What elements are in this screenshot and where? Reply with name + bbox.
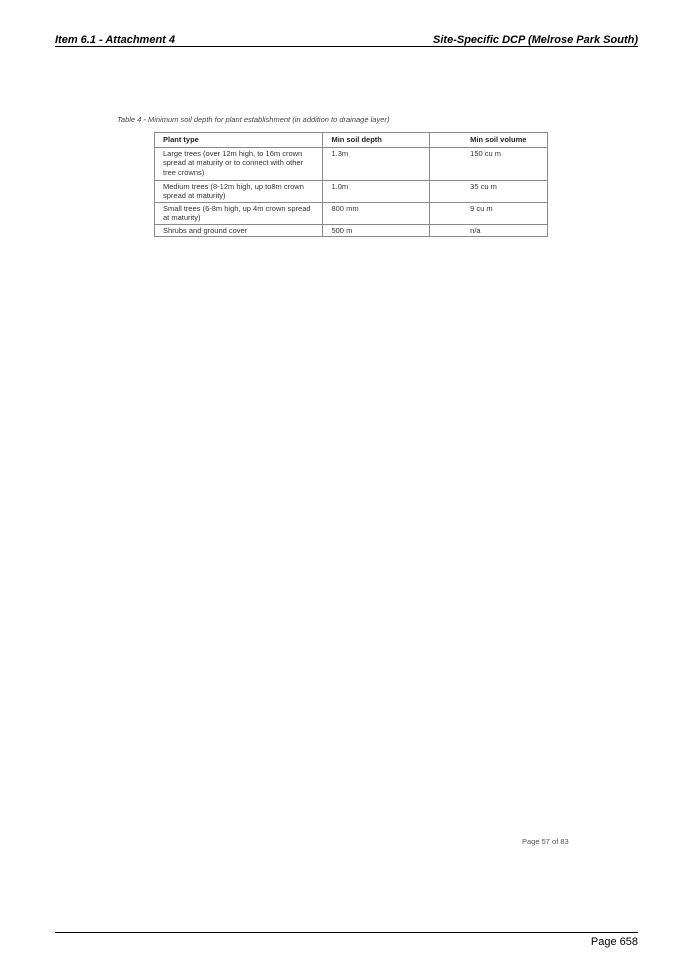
cell-min-soil-volume: 150 cu m bbox=[430, 147, 548, 180]
column-header-min-soil-depth: Min soil depth bbox=[323, 133, 430, 148]
footer-divider bbox=[55, 932, 638, 933]
table-row bbox=[155, 180, 548, 202]
cell-min-soil-depth: 1.0m bbox=[323, 180, 430, 202]
cell-plant-type: Medium trees (8-12m high, up to8m crown spread at maturity) bbox=[155, 180, 323, 202]
table-row bbox=[155, 147, 548, 180]
cell-min-soil-volume: 35 cu m bbox=[430, 180, 548, 202]
cell-min-soil-volume: 9 cu m bbox=[430, 202, 548, 224]
soil-depth-table bbox=[154, 132, 548, 237]
header-item-label: Item 6.1 - Attachment 4 bbox=[55, 34, 176, 46]
cell-min-soil-depth: 1.3m bbox=[323, 147, 430, 180]
table-header-row bbox=[155, 133, 548, 148]
header-document-title: Site-Specific DCP (Melrose Park South) bbox=[433, 34, 638, 46]
cell-min-soil-volume: n/a bbox=[430, 224, 548, 237]
cell-min-soil-depth: 800 mm bbox=[323, 202, 430, 224]
cell-plant-type: Small trees (6-8m high, up 4m crown spread at maturity) bbox=[155, 202, 323, 224]
inner-page-number: Page 57 of 83 bbox=[522, 837, 569, 846]
page-number: Page 658 bbox=[590, 936, 638, 948]
page-header bbox=[55, 34, 638, 46]
table-caption: Table 4 - Minimum soil depth for plant establishment (in addition to drainage layer) bbox=[117, 115, 390, 124]
table-row bbox=[155, 224, 548, 237]
cell-plant-type: Large trees (over 12m high, to 16m crown spread at maturity or to connect with other tree crowns) bbox=[155, 147, 323, 180]
column-header-min-soil-volume: Min soil volume bbox=[430, 133, 548, 148]
header-divider bbox=[55, 46, 638, 47]
column-header-plant-type: Plant type bbox=[155, 133, 323, 148]
table-row bbox=[155, 202, 548, 224]
cell-plant-type: Shrubs and ground cover bbox=[155, 224, 323, 237]
cell-min-soil-depth: 500 m bbox=[323, 224, 430, 237]
